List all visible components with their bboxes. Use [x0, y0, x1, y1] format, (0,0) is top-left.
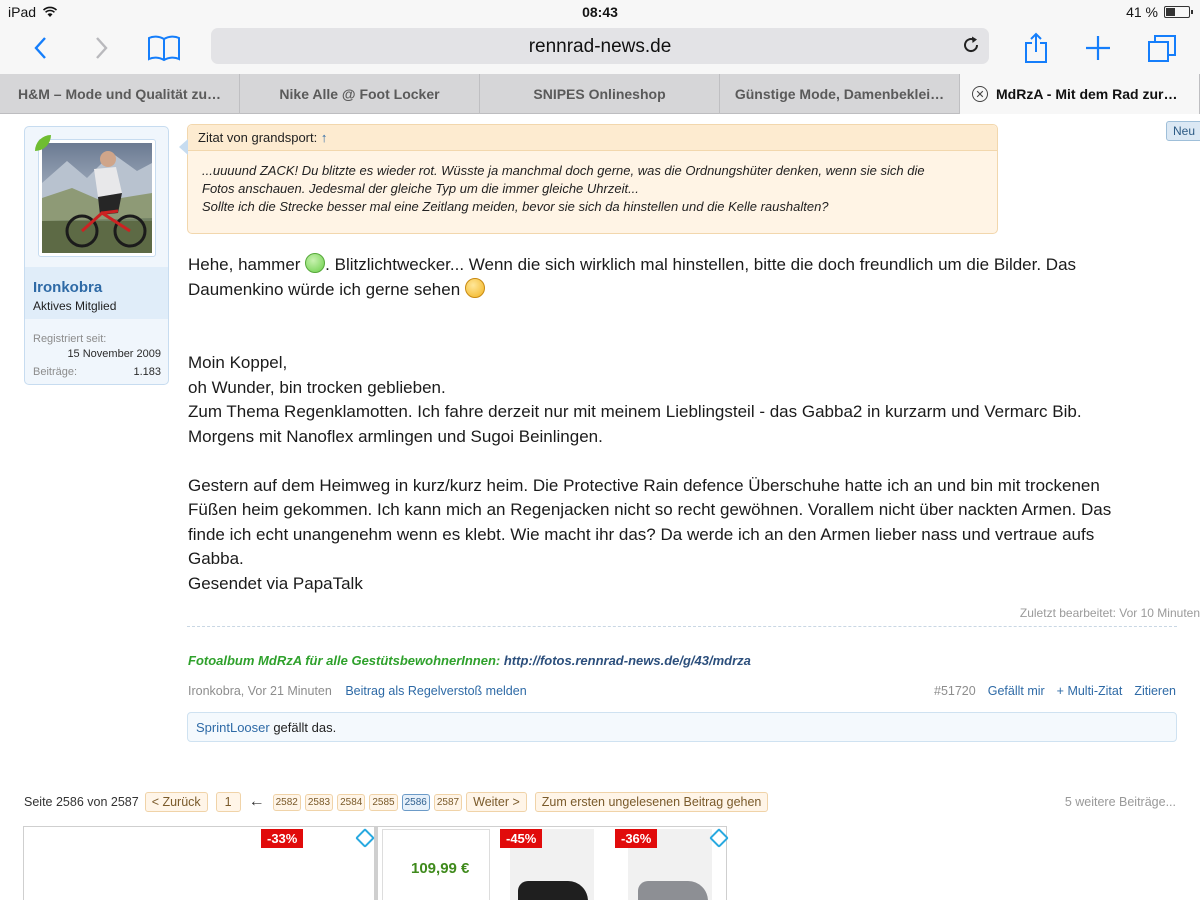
clock: 08:43: [582, 4, 618, 20]
message-signature-line: Gesendet via PapaTalk: [188, 573, 363, 593]
tab-strip: [0, 74, 1200, 114]
web-page: [0, 115, 1200, 900]
message-paragraph: [188, 351, 1148, 449]
tab-label: Günstige Mode, Damenbeklei…: [734, 86, 945, 102]
discount-badge: -45%: [500, 829, 542, 848]
back-chevron-icon: [33, 36, 47, 60]
page-link[interactable]: 2587: [434, 794, 462, 811]
user-identity: [25, 267, 168, 319]
tab-mdrza[interactable]: [960, 74, 1200, 114]
page-link-first[interactable]: 1: [216, 792, 241, 812]
adchoices-icon[interactable]: [709, 828, 729, 848]
message-line: Zum Thema Regenklamotten. Ich fahre derzeit nur mit meinem Lieblingsteil - das Gabba2 in kurzarm und Vermarc Bib.: [188, 402, 1082, 421]
share-icon: [1023, 32, 1049, 64]
tab-label: Nike Alle @ Foot Locker: [279, 86, 440, 102]
registered-label: Registriert seit:: [33, 333, 107, 345]
last-edited-note: Zuletzt bearbeitet: Vor 10 Minuten: [1019, 606, 1200, 620]
new-tab-button[interactable]: [1078, 30, 1118, 66]
user-title: Aktives Mitglied: [33, 299, 117, 313]
tabs-overview-button[interactable]: [1142, 30, 1182, 66]
device-name: iPad: [8, 4, 37, 20]
tab-hm[interactable]: [0, 74, 240, 114]
grin-smiley-icon: [305, 253, 325, 273]
report-link[interactable]: Beitrag als Regelverstoß melden: [345, 684, 527, 698]
ad-banner-left[interactable]: [23, 826, 375, 900]
username-link[interactable]: Ironkobra: [33, 279, 103, 296]
quote-line: Fotos anschauen. Jedesmal der gleiche Typ um die immer gleiche Uhrzeit...: [202, 181, 639, 196]
tab-label: MdRzA - Mit dem Rad zur…: [996, 86, 1178, 102]
tab-label: H&M – Mode und Qualität zu…: [18, 86, 221, 102]
posts-label: Beiträge:: [33, 366, 78, 378]
prev-page-button[interactable]: < Zurück: [145, 792, 208, 812]
quote-header: [188, 125, 997, 151]
likes-text: gefällt das.: [269, 720, 337, 735]
tab-footlocker[interactable]: [240, 74, 480, 114]
message-text: . Blitzlichtwecker... Wenn die sich wirklich mal hinstellen, bitte die doch freundlich um die Bilder. Das Daumenkino würde ich gerne sehen: [188, 255, 1077, 299]
reload-icon: [961, 35, 981, 55]
tab-label: SNIPES Onlineshop: [533, 86, 666, 102]
battery-icon: [1164, 6, 1190, 18]
page-link[interactable]: 2585: [369, 794, 397, 811]
pagination: [24, 791, 768, 813]
new-tab-plus-icon: [1084, 34, 1112, 62]
first-unread-button[interactable]: Zum ersten ungelesenen Beitrag gehen: [535, 792, 769, 812]
avatar-frame[interactable]: [38, 139, 156, 257]
message-paragraph: [188, 253, 1148, 302]
page-link[interactable]: 2584: [337, 794, 365, 811]
battery-fill: [1166, 8, 1175, 16]
shoe-image: [518, 881, 588, 900]
message-line: oh Wunder, bin trocken geblieben.: [188, 377, 446, 397]
bookmarks-book-icon: [147, 34, 181, 62]
ad-product-card[interactable]: [382, 829, 490, 900]
ad-banner-right[interactable]: [375, 826, 727, 900]
discount-badge: -36%: [615, 829, 657, 848]
back-button[interactable]: [20, 30, 60, 66]
message-line: Moin Koppel,: [188, 353, 288, 372]
bookmarks-button[interactable]: [144, 30, 184, 66]
tabs-overview-icon: [1147, 33, 1177, 63]
page-link-current[interactable]: 2586: [402, 794, 430, 811]
adchoices-icon[interactable]: [355, 828, 375, 848]
quote-body: [188, 151, 997, 227]
share-button[interactable]: [1016, 30, 1056, 66]
address-bar[interactable]: [211, 28, 989, 64]
new-posts-badge[interactable]: Neu: [1166, 121, 1200, 141]
posts-value: 1.183: [133, 366, 161, 378]
close-tab-icon[interactable]: ✕: [972, 86, 988, 102]
tab-snipes[interactable]: [480, 74, 720, 114]
discount-badge: -33%: [261, 829, 303, 848]
signature-text: Fotoalbum MdRzA für alle GestütsbewohnerInnen:: [188, 653, 504, 668]
post-message: [188, 253, 1148, 596]
user-info-panel: [24, 126, 169, 385]
page-indicator: Seite 2586 von 2587: [24, 795, 139, 809]
message-paragraph: Gestern auf dem Heimweg in kurz/kurz heim. Die Protective Rain defence Überschuhe hatte ich an und bin mit trockenen Füßen heim gekommen. Ich kann mich an Regenjacken nicht so recht gewöhnen. Vorallem nicht über nackten Armen. Das finde ich echt unangenehm wenn es klebt. Wie macht ihr das? Da werde ich an den Armen lieber nass und vertraue aufs Gabba.: [188, 475, 1112, 568]
browser-toolbar: [0, 24, 1200, 74]
avatar-cyclist-image: [42, 143, 152, 253]
next-page-button[interactable]: Weiter >: [466, 792, 527, 812]
user-stats: [33, 333, 161, 378]
like-link[interactable]: Gefällt mir: [987, 684, 1045, 698]
quote-line: ...uuuund ZACK! Du blitzte es wieder rot. Wüsste ja manchmal doch gerne, was die Ordnungshüter denken, wenn sie sich die: [202, 163, 925, 178]
post-number-link[interactable]: #51720: [934, 684, 976, 698]
message-line: Morgens mit Nanoflex armlingen und Sugoi Beinlingen.: [188, 426, 603, 446]
likes-summary: [187, 712, 1177, 742]
message-text: Hehe, hammer: [188, 255, 306, 274]
quote-link[interactable]: Zitieren: [1134, 684, 1176, 698]
liker-link[interactable]: SprintLooser: [196, 720, 270, 735]
reload-button[interactable]: [961, 35, 981, 60]
thinking-smiley-icon: [465, 278, 485, 298]
user-signature: [188, 653, 751, 668]
jump-pages-arrow-icon[interactable]: ←: [248, 793, 265, 810]
ad-price: 109,99 €: [411, 860, 470, 877]
battery-percent: 41 %: [1126, 4, 1158, 20]
more-posts-link[interactable]: 5 weitere Beiträge...: [1064, 795, 1176, 809]
registered-value: 15 November 2009: [67, 348, 161, 360]
forward-button[interactable]: [82, 30, 122, 66]
quote-author: Zitat von grandsport:: [198, 130, 318, 145]
url-text: rennrad-news.de: [528, 36, 672, 57]
status-bar: [0, 0, 1200, 24]
quote-jump-arrow-icon[interactable]: ↑: [320, 130, 328, 145]
quote-block: [187, 124, 998, 234]
shoe-image: [638, 881, 708, 900]
forward-chevron-icon: [95, 36, 109, 60]
tab-damenmode[interactable]: [720, 74, 960, 114]
post-meta: [188, 684, 1178, 700]
multi-quote-link[interactable]: + Multi-Zitat: [1056, 684, 1123, 698]
avatar[interactable]: [42, 143, 152, 253]
page-link[interactable]: 2583: [305, 794, 333, 811]
quote-line: Sollte ich die Strecke besser mal eine Zeitlang meiden, bevor sie sich da hinstellen und die Kelle raushalten?: [202, 199, 829, 214]
post-author-time[interactable]: Ironkobra, Vor 21 Minuten: [188, 684, 332, 698]
signature-divider: [187, 626, 1177, 627]
page-link[interactable]: 2582: [273, 794, 301, 811]
signature-link[interactable]: http://fotos.rennrad-news.de/g/43/mdrza: [503, 653, 751, 668]
